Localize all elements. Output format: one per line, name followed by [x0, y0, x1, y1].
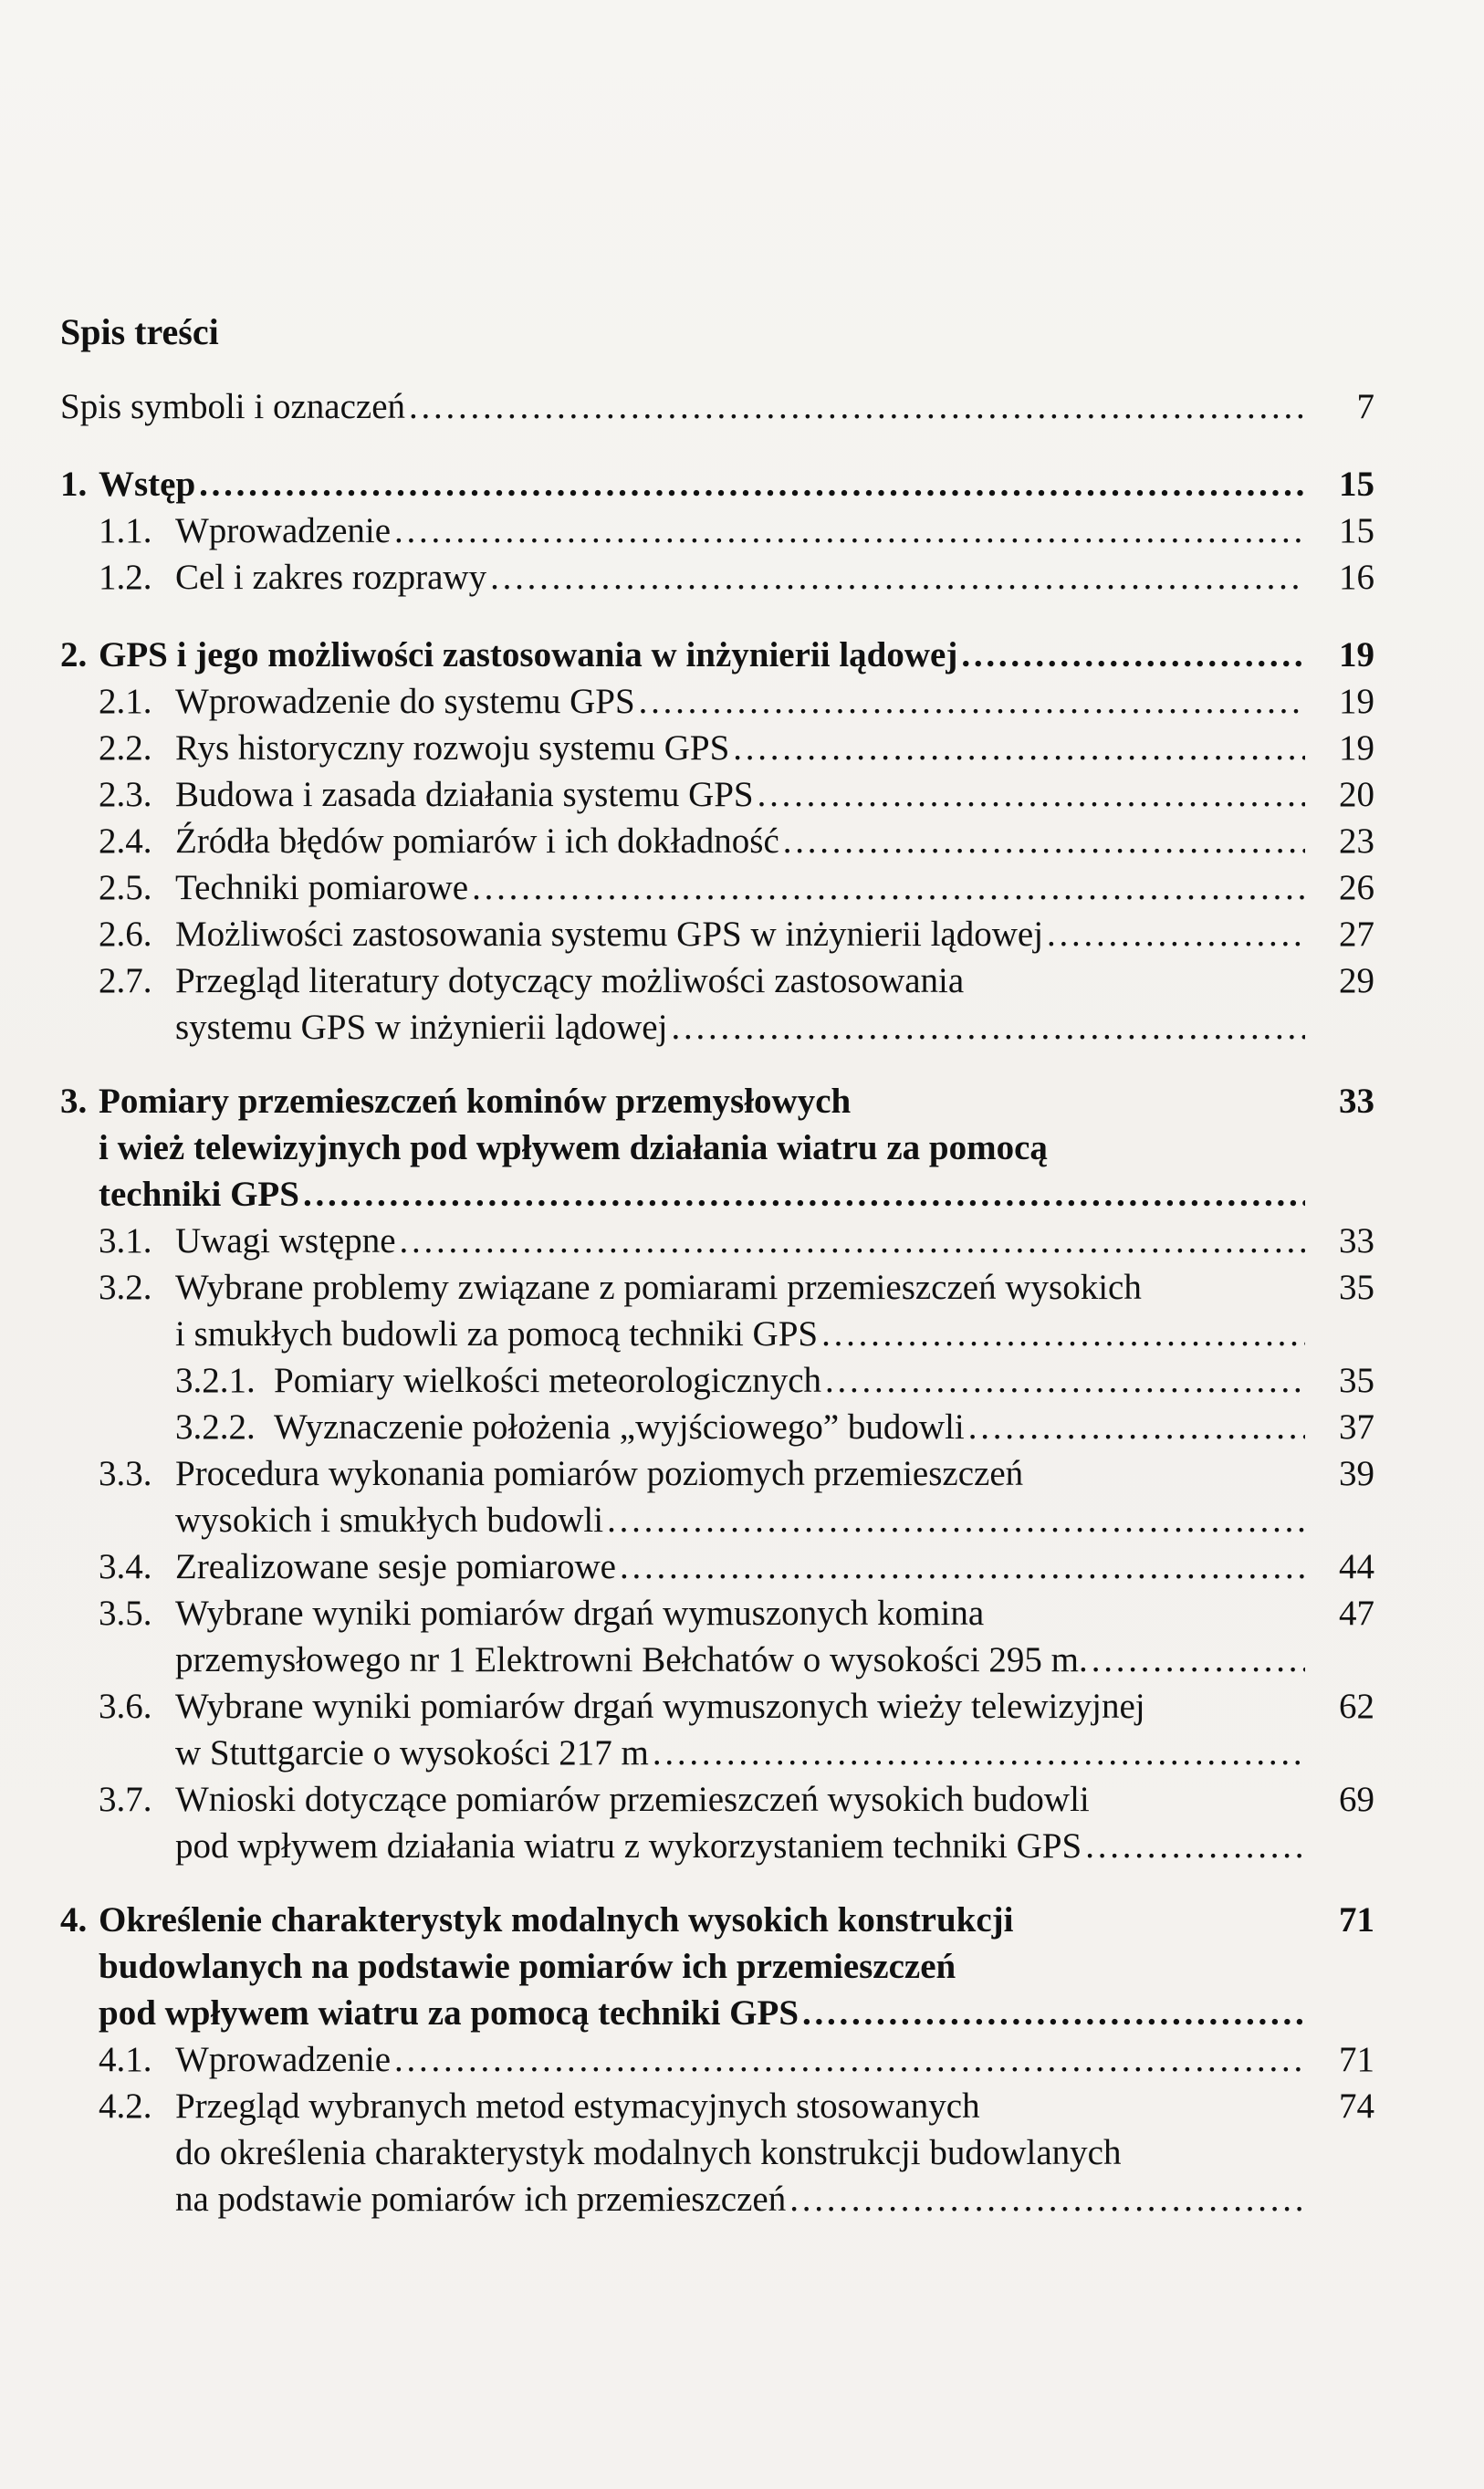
page-number: 44	[1339, 1547, 1374, 1586]
leader-dots	[199, 461, 1305, 507]
entry-title-line: i wież telewizyjnych pod wpływem działania wiatru za pomocą	[99, 1128, 1048, 1167]
toc-section-2-2	[60, 725, 1374, 771]
entry-title: Techniki pomiarowe	[175, 868, 469, 907]
toc-section-4-1	[60, 2036, 1374, 2083]
toc-section-3-4	[60, 1543, 1374, 1590]
toc-section-1-2	[60, 554, 1374, 601]
entry-title-line: Wybrane problemy związane z pomiarami przemieszczeń wysokich	[175, 1268, 1142, 1307]
page-number: 19	[1339, 635, 1374, 675]
toc-section-3-1	[60, 1218, 1374, 1264]
leader-dots	[758, 771, 1305, 818]
leader-dots	[1092, 1637, 1305, 1683]
page-number: 47	[1339, 1594, 1374, 1633]
entry-number: 3.1.	[99, 1221, 152, 1260]
entry-number: 1.	[60, 465, 88, 504]
entry-number: 4.1.	[99, 2040, 152, 2079]
entry-title: Źródła błędów pomiarów i ich dokładność	[175, 821, 779, 861]
entry-number: 2.6.	[99, 915, 152, 954]
entry-title: Pomiary wielkości meteorologicznych	[274, 1361, 822, 1400]
page-number: 33	[1339, 1082, 1374, 1121]
entry-title: Rys historyczny rozwoju systemu GPS	[175, 728, 730, 768]
entry-title: na podstawie pomiarów ich przemieszczeń	[175, 2180, 787, 2219]
entry-title: systemu GPS w inżynierii lądowej	[175, 1008, 668, 1047]
entry-title: w Stuttgarcie o wysokości 217 m	[175, 1733, 649, 1773]
page-number: 37	[1339, 1407, 1374, 1447]
entry-number: 2.7.	[99, 961, 152, 1000]
page-number: 74	[1339, 2086, 1374, 2126]
leader-dots	[968, 1404, 1305, 1450]
toc-chapter-4	[60, 1897, 1374, 2036]
page-number: 15	[1339, 465, 1374, 504]
page-number: 19	[1339, 682, 1374, 721]
toc-section-2-5	[60, 864, 1374, 911]
entry-title-line: Pomiary przemieszczeń kominów przemysłowych	[99, 1082, 852, 1121]
entry-number: 2.1.	[99, 682, 152, 721]
toc-section-3-5	[60, 1590, 1374, 1683]
entry-number: 3.2.1.	[175, 1361, 256, 1400]
page-number: 69	[1339, 1780, 1374, 1819]
entry-title-line: Wybrane wyniki pomiarów drgań wymuszonych komina	[175, 1594, 985, 1633]
leader-dots	[825, 1357, 1305, 1404]
entry-title: przemysłowego nr 1 Elektrowni Bełchatów o wysokości 295 m.	[175, 1640, 1088, 1679]
entry-title-line: Wnioski dotyczące pomiarów przemieszczeń wysokich budowli	[175, 1780, 1090, 1819]
leader-dots	[1085, 1823, 1305, 1869]
leader-dots	[490, 554, 1305, 601]
entry-number: 2.4.	[99, 821, 152, 861]
entry-number: 3.3.	[99, 1454, 152, 1493]
entry-number: 4.	[60, 1900, 88, 1940]
toc-section-2-6	[60, 911, 1374, 957]
page-number: 35	[1339, 1268, 1374, 1307]
leader-dots	[620, 1543, 1305, 1590]
entry-number: 3.2.	[99, 1268, 152, 1307]
leader-dots	[639, 678, 1305, 725]
toc-section-3-2	[60, 1264, 1374, 1357]
page-number: 20	[1339, 775, 1374, 814]
entry-number: 3.5.	[99, 1594, 152, 1633]
toc-chapter-1	[60, 461, 1374, 507]
leader-dots	[733, 725, 1305, 771]
entry-number: 2.5.	[99, 868, 152, 907]
entry-number: 3.7.	[99, 1780, 152, 1819]
entry-title-line: budowlanych na podstawie pomiarów ich przemieszczeń	[99, 1947, 956, 1986]
leader-dots	[472, 864, 1305, 911]
page-number: 16	[1339, 558, 1374, 597]
leader-dots	[671, 1004, 1305, 1051]
leader-dots	[394, 507, 1305, 554]
leader-dots	[653, 1730, 1305, 1776]
page-number: 27	[1339, 915, 1374, 954]
page-number: 33	[1339, 1221, 1374, 1260]
entry-title: i smukłych budowli za pomocą techniki GPS	[175, 1314, 819, 1354]
page-number: 26	[1339, 868, 1374, 907]
entry-number: 3.	[60, 1082, 88, 1121]
entry-title: pod wpływem wiatru za pomocą techniki GPS	[99, 1993, 799, 2033]
leader-dots	[303, 1171, 1305, 1218]
leader-dots	[400, 1218, 1305, 1264]
entry-number: 3.4.	[99, 1547, 152, 1586]
leader-dots	[802, 1990, 1305, 2036]
entry-title: Wprowadzenie	[175, 511, 392, 550]
toc-section-3-6	[60, 1683, 1374, 1776]
entry-title-line: Przegląd wybranych metod estymacyjnych stosowanych	[175, 2086, 980, 2126]
entry-title-line: Wybrane wyniki pomiarów drgań wymuszonych wieży telewizyjnej	[175, 1687, 1145, 1726]
entry-title: wysokich i smukłych budowli	[175, 1501, 604, 1540]
entry-number: 2.2.	[99, 728, 152, 768]
page-number: 19	[1339, 728, 1374, 768]
entry-number: 2.	[60, 635, 88, 675]
toc-section-2-4	[60, 818, 1374, 864]
entry-title: Uwagi wstępne	[175, 1221, 396, 1260]
toc-section-2-7	[60, 957, 1374, 1051]
leader-dots	[1047, 911, 1305, 957]
page-number: 29	[1339, 961, 1374, 1000]
entry-title: Wyznaczenie położenia „wyjściowego” budowli	[274, 1407, 965, 1447]
entry-title: Budowa i zasada działania systemu GPS	[175, 775, 754, 814]
entry-title-line: Procedura wykonania pomiarów poziomych przemieszczeń	[175, 1454, 1024, 1493]
leader-dots	[783, 818, 1305, 864]
page-number: 15	[1339, 511, 1374, 550]
entry-title-line: Przegląd literatury dotyczący możliwości zastosowania	[175, 961, 965, 1000]
entry-number: 3.6.	[99, 1687, 152, 1726]
entry-title: Zrealizowane sesje pomiarowe	[175, 1547, 616, 1586]
entry-title: Cel i zakres rozprawy	[175, 558, 487, 597]
toc-title: Spis treści	[60, 311, 219, 352]
toc-subsection-3-2-2	[60, 1404, 1374, 1450]
leader-dots	[789, 2176, 1305, 2222]
toc-subsection-3-2-1	[60, 1357, 1374, 1404]
entry-title: techniki GPS	[99, 1175, 299, 1214]
toc-chapter-2	[60, 632, 1374, 678]
toc-section-2-3	[60, 771, 1374, 818]
entry-title: Spis symboli i oznaczeń	[60, 387, 406, 426]
leader-dots	[821, 1311, 1305, 1357]
entry-number: 4.2.	[99, 2086, 152, 2126]
leader-dots	[394, 2036, 1305, 2083]
toc-section-2-1	[60, 678, 1374, 725]
table-of-contents	[60, 310, 1374, 2222]
toc-entry-symbols	[60, 383, 1374, 430]
entry-title: GPS i jego możliwości zastosowania w inżynierii lądowej	[99, 635, 958, 675]
page-number: 23	[1339, 821, 1374, 861]
toc-chapter-3	[60, 1078, 1374, 1218]
page-number: 71	[1339, 1900, 1374, 1940]
leader-dots	[409, 383, 1305, 430]
entry-title: pod wpływem działania wiatru z wykorzystaniem techniki GPS	[175, 1826, 1082, 1866]
entry-number: 3.2.2.	[175, 1407, 256, 1447]
page-number: 35	[1339, 1361, 1374, 1400]
entry-title-line: Określenie charakterystyk modalnych wysokich konstrukcji	[99, 1900, 1014, 1940]
toc-section-1-1	[60, 507, 1374, 554]
entry-number: 1.2.	[99, 558, 152, 597]
entry-title: Wprowadzenie	[175, 2040, 392, 2079]
toc-section-3-3	[60, 1450, 1374, 1543]
entry-title-line: do określenia charakterystyk modalnych konstrukcji budowlanych	[175, 2133, 1122, 2172]
page-number: 7	[1356, 387, 1374, 426]
page-number: 39	[1339, 1454, 1374, 1493]
page-number: 71	[1339, 2040, 1374, 2079]
entry-title: Wprowadzenie do systemu GPS	[175, 682, 635, 721]
entry-title: Możliwości zastosowania systemu GPS w inżynierii lądowej	[175, 915, 1044, 954]
leader-dots	[607, 1497, 1305, 1543]
entry-number: 1.1.	[99, 511, 152, 550]
entry-title: Wstęp	[99, 465, 196, 504]
entry-number: 2.3.	[99, 775, 152, 814]
toc-section-4-2	[60, 2083, 1374, 2222]
page-number: 62	[1339, 1687, 1374, 1726]
toc-section-3-7	[60, 1776, 1374, 1869]
leader-dots	[961, 632, 1305, 678]
